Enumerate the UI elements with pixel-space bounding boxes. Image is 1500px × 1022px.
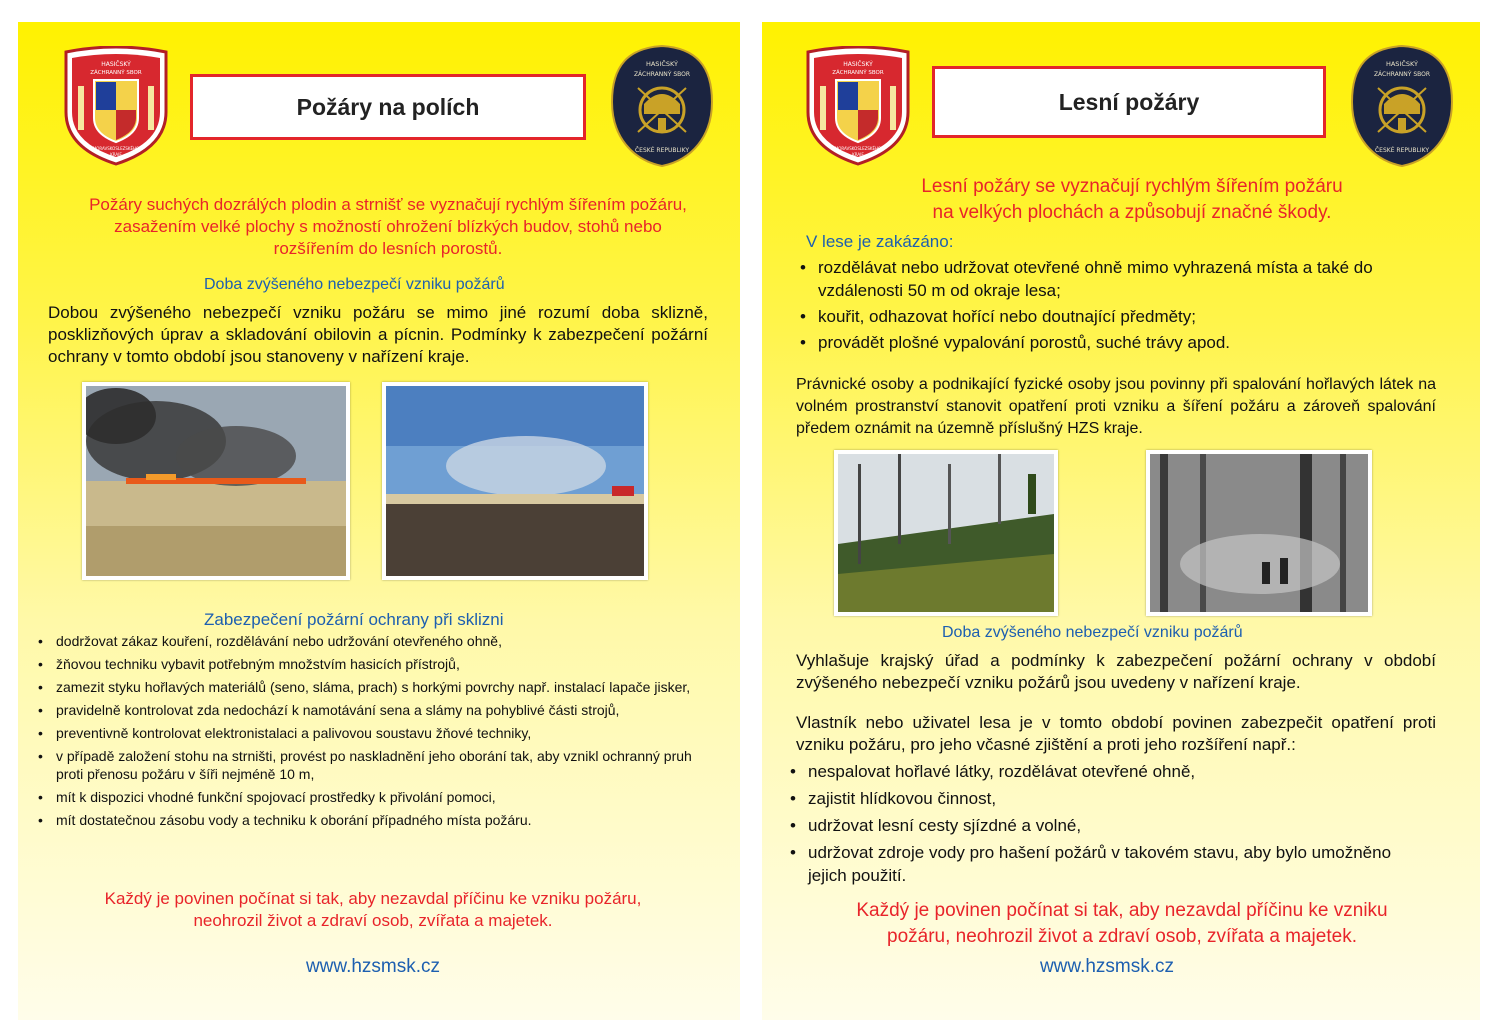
svg-text:HASIČSKÝ: HASIČSKÝ xyxy=(843,61,873,68)
photo-forest-slope-fire xyxy=(834,450,1058,616)
svg-text:MORAVSKOSLEZSKÉHO: MORAVSKOSLEZSKÉHO xyxy=(92,146,140,151)
period-paragraph: Vyhlašuje krajský úřad a podmínky k zabezpečení požární ochrany v období zvýšeného nebezpečí vzniku požárů jsou uvedeny v nařízení kraje. xyxy=(796,651,1436,692)
protection-list xyxy=(34,632,714,834)
list-item: • v případě založení stohu na strništi, provést po naskladnění jeho oborání tak, aby vznikl ochranný pruh proti přenosu požáru v šíři nejméně 10 m, xyxy=(34,747,714,783)
list-item: • kouřit, odhazovat hořící nebo doutnající předměty; xyxy=(796,305,1436,328)
intro-text xyxy=(822,174,1442,226)
closing-notice xyxy=(48,888,698,932)
svg-text:ZÁCHRANNÝ SBOR: ZÁCHRANNÝ SBOR xyxy=(633,71,691,78)
list-item: • dodržovat zákaz kouření, rozdělávání nebo udržování otevřeného ohně, xyxy=(34,632,714,650)
closing-line: požáru, neohrozil život a zdraví osob, zvířata a majetek. xyxy=(887,926,1357,947)
list-item: • mít dostatečnou zásobu vody a techniku k oborání případného místa požáru. xyxy=(34,811,714,829)
svg-text:ZÁCHRANNÝ SBOR: ZÁCHRANNÝ SBOR xyxy=(90,70,142,76)
owner-duties-list xyxy=(786,760,1426,891)
page-title: Lesní požáry xyxy=(932,66,1326,138)
svg-text:ZÁCHRANNÝ SBOR: ZÁCHRANNÝ SBOR xyxy=(832,70,884,76)
list-item: • provádět plošné vypalování porostů, suché trávy apod. xyxy=(796,331,1436,354)
closing-line: Každý je povinen počínat si tak, aby nezavdal příčinu ke vzniku xyxy=(856,900,1388,921)
period-heading: Doba zvýšeného nebezpečí vzniku požárů xyxy=(204,276,505,293)
list-item: • mít k dispozici vhodné funkční spojovací prostředky k přivolání pomoci, xyxy=(34,788,714,806)
svg-text:HASIČSKÝ: HASIČSKÝ xyxy=(1385,60,1419,68)
svg-text:KRAJE: KRAJE xyxy=(110,152,122,157)
hzs-msk-crest-logo xyxy=(802,46,914,168)
owner-paragraph: Vlastník nebo uživatel lesa je v tomto období povinen zabezpečit opatření proti vzniku požáru, pro jeho včasné zjištění a proti jeho rozšíření např.: xyxy=(796,713,1436,754)
closing-notice xyxy=(802,898,1442,950)
list-item: • zajistit hlídkovou činnost, xyxy=(786,787,1426,810)
list-item: • udržovat lesní cesty sjízdné a volné, xyxy=(786,814,1426,837)
hzs-cr-badge-logo xyxy=(1350,44,1454,168)
svg-text:ČESKÉ REPUBLIKY: ČESKÉ REPUBLIKY xyxy=(1374,147,1430,154)
list-item: • nespalovat hořlavé látky, rozdělávat otevřené ohně, xyxy=(786,760,1426,783)
list-item: • rozdělávat nebo udržovat otevřené ohně mimo vyhrazená místa a také do vzdálenosti 50 m od okraje lesa; xyxy=(796,256,1436,302)
intro-line: rozšířením do lesních porostů. xyxy=(273,239,503,258)
closing-line: neohrozil život a zdraví osob, zvířata a majetek. xyxy=(193,911,553,930)
intro-line: Požáry suchých dozrálých plodin a strnišť se vyznačují rychlým šířením požáru, xyxy=(89,195,687,214)
leaflet-forest-fires xyxy=(762,22,1480,1020)
photo-burnt-field-firetruck xyxy=(382,382,648,580)
intro-text xyxy=(48,194,728,260)
list-item: • zamezit styku hořlavých materiálů (seno, sláma, prach) s horkými povrchy např. instalací lapače jisker, xyxy=(34,678,714,696)
closing-line: Každý je povinen počínat si tak, aby nezavdal příčinu ke vzniku požáru, xyxy=(104,889,642,908)
svg-text:HASIČSKÝ: HASIČSKÝ xyxy=(645,60,679,68)
svg-text:ZÁCHRANNÝ SBOR: ZÁCHRANNÝ SBOR xyxy=(1373,71,1431,78)
list-item: • žňovou techniku vybavit potřebným množstvím hasicích přístrojů, xyxy=(34,655,714,673)
photo-firefighters-in-forest xyxy=(1146,450,1372,616)
forbidden-heading: V lese je zakázáno: xyxy=(806,232,954,251)
intro-line: zasažením velké plochy s možností ohrožení blízkých budov, stohů nebo xyxy=(114,217,662,236)
list-item: • preventivně kontrolovat elektronistalaci a palivovou soustavu žňové techniky, xyxy=(34,724,714,742)
intro-line: Lesní požáry se vyznačují rychlým šířením požáru xyxy=(921,176,1343,197)
website-link[interactable]: www.hzsmsk.cz xyxy=(1039,956,1175,977)
page-title: Požáry na polích xyxy=(190,74,586,140)
svg-text:KRAJE: KRAJE xyxy=(852,152,864,157)
hzs-cr-badge-logo xyxy=(610,44,714,168)
list-item: • udržovat zdroje vody pro hašení požárů v takovém stavu, aby bylo umožněno jejich použití. xyxy=(786,841,1426,887)
intro-line: na velkých plochách a způsobují značné škody. xyxy=(932,202,1332,223)
hzs-msk-crest-logo xyxy=(60,46,172,168)
leaflet-field-fires xyxy=(18,22,740,1020)
period-heading: Doba zvýšeného nebezpečí vzniku požárů xyxy=(942,624,1243,641)
svg-text:HASIČSKÝ: HASIČSKÝ xyxy=(101,61,131,68)
legal-paragraph: Právnické osoby a podnikající fyzické osoby jsou povinny při spalování hořlavých látek na volném prostranství stanovit opatření proti vzniku a šíření požáru a zároveň spalování předem oznámit na územně příslušný HZS kraje. xyxy=(796,376,1436,437)
website-link[interactable]: www.hzsmsk.cz xyxy=(305,956,441,977)
list-item: • pravidelně kontrolovat zda nedochází k namotávání sena a slámy na pohyblivé části strojů, xyxy=(34,701,714,719)
photo-field-fire-smoke xyxy=(82,382,350,580)
period-paragraph: Dobou zvýšeného nebezpečí vzniku požáru se mimo jiné rozumí doba sklizně, posklizňových úprav a skladování obilovin a pícnin. Podmínky k zabezpečení požární ochrany v tomto období jsou stanoveny v nařízení kraje. xyxy=(48,303,708,366)
forbidden-list xyxy=(796,256,1436,357)
svg-text:MORAVSKOSLEZSKÉHO: MORAVSKOSLEZSKÉHO xyxy=(834,146,882,151)
protection-heading: Zabezpečení požární ochrany při sklizni xyxy=(204,610,504,629)
svg-text:ČESKÉ REPUBLIKY: ČESKÉ REPUBLIKY xyxy=(634,147,690,154)
